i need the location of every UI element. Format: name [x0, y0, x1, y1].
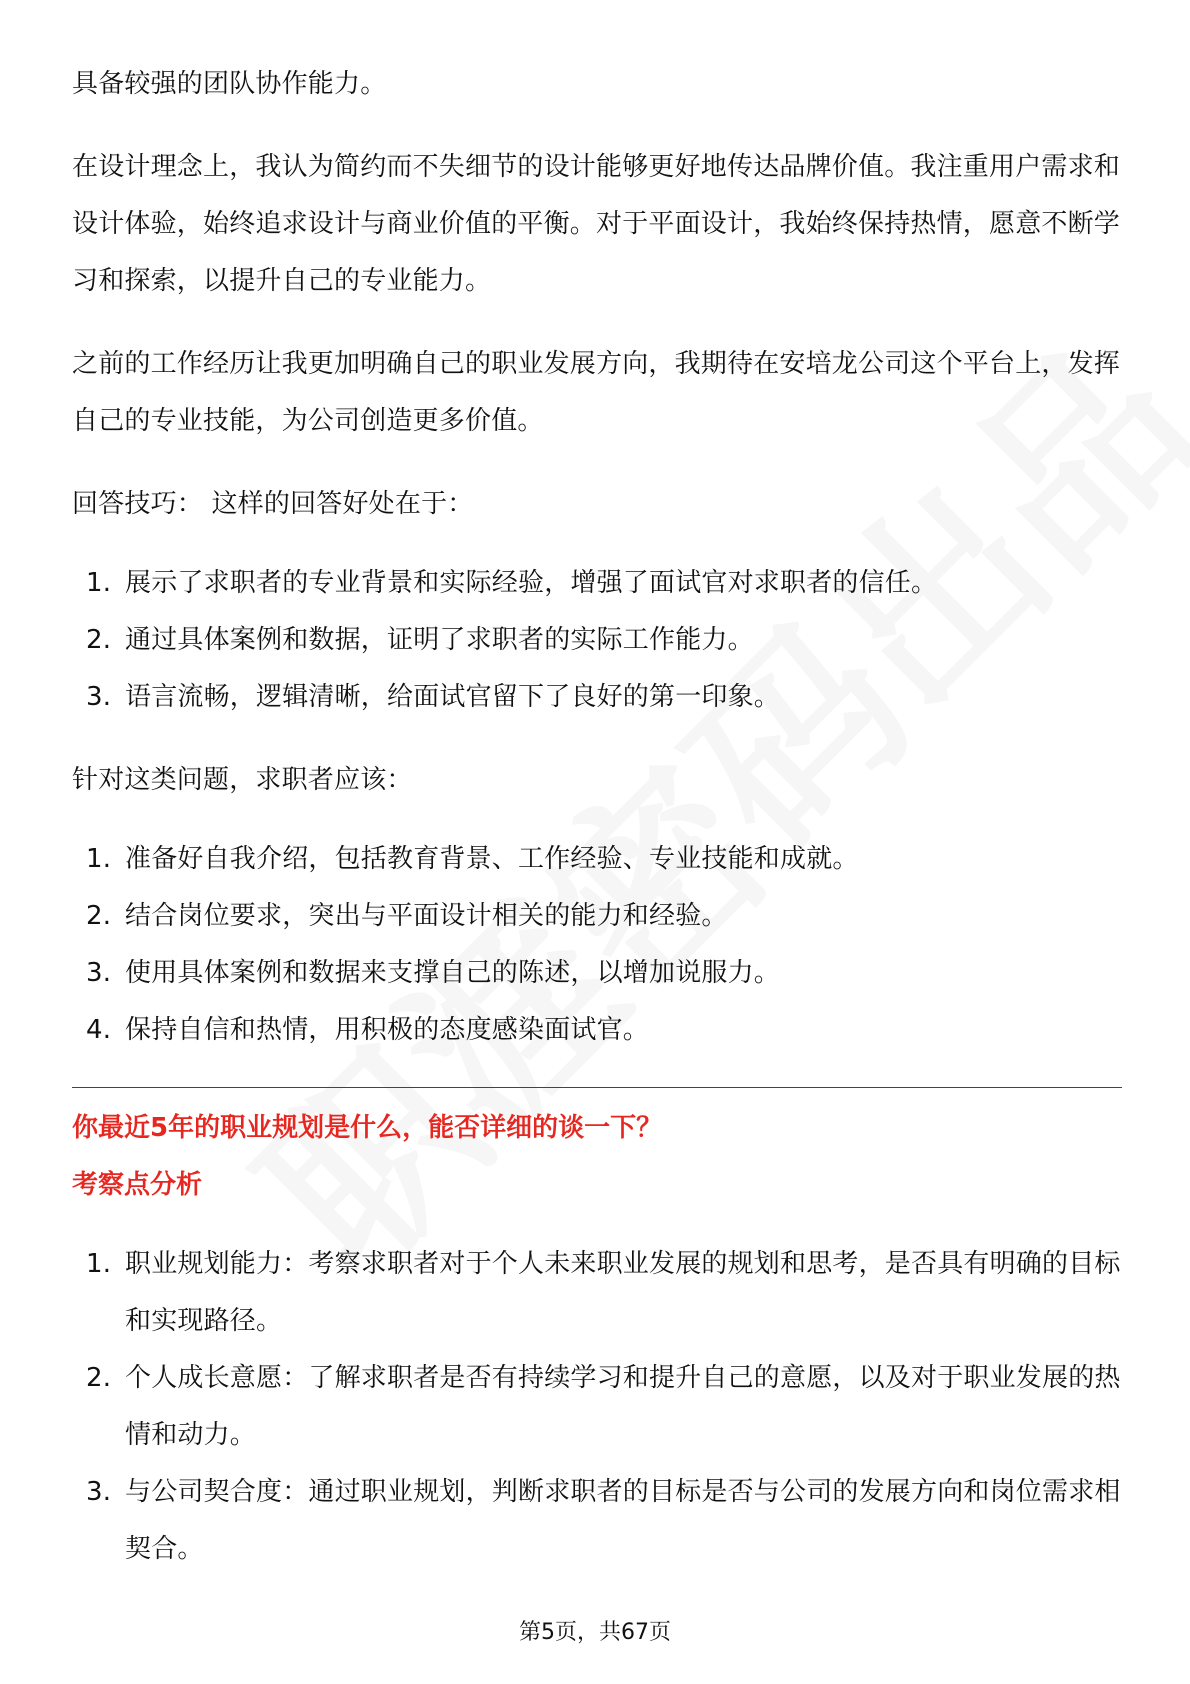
list-item	[72, 1002, 1122, 1059]
question-title: 你最近5年的职业规划是什么，能否详细的谈一下？	[72, 1113, 663, 1143]
analysis-list	[72, 1236, 1122, 1578]
list-number: 3.	[86, 682, 112, 712]
list-text: 语言流畅，逻辑清晰，给面试官留下了良好的第一印象。	[125, 682, 781, 712]
paragraph-teamwork: 具备较强的团队协作能力。	[72, 69, 387, 99]
tips-intro: 回答技巧： 这样的回答好处在于：	[72, 489, 474, 519]
list-text: 个人成长意愿：了解求职者是否有持续学习和提升自己的意愿，以及对于职业发展的热情和动力。	[125, 1363, 1121, 1450]
page-content	[72, 56, 1122, 1578]
paragraph-career-direction: 之前的工作经历让我更加明确自己的职业发展方向，我期待在安培龙公司这个平台上，发挥自己的专业技能，为公司创造更多价值。	[72, 349, 1121, 436]
list-text: 使用具体案例和数据来支撑自己的陈述，以增加说服力。	[125, 958, 781, 988]
list-item	[72, 1236, 1122, 1350]
list-item	[72, 612, 1122, 669]
list-text: 准备好自我介绍，包括教育背景、工作经验、专业技能和成就。	[125, 844, 859, 874]
list-item	[72, 1464, 1122, 1578]
section-divider	[72, 1087, 1122, 1088]
list-text: 结合岗位要求，突出与平面设计相关的能力和经验。	[125, 901, 728, 931]
page-footer: 第5页，共67页	[519, 1620, 671, 1645]
list-number: 4.	[86, 1015, 112, 1045]
list-number: 3.	[86, 958, 112, 988]
advice-list	[72, 831, 1122, 1059]
analysis-subtitle: 考察点分析	[72, 1170, 203, 1200]
list-text: 展示了求职者的专业背景和实际经验，增强了面试官对求职者的信任。	[125, 568, 938, 598]
list-number: 1.	[86, 844, 112, 874]
list-text: 通过具体案例和数据，证明了求职者的实际工作能力。	[125, 625, 754, 655]
list-item	[72, 1350, 1122, 1464]
paragraph-design-philosophy: 在设计理念上，我认为简约而不失细节的设计能够更好地传达品牌价值。我注重用户需求和设计体验，始终追求设计与商业价值的平衡。对于平面设计，我始终保持热情，愿意不断学习和探索，以提升自己的专业能力。	[72, 152, 1121, 296]
list-number: 2.	[86, 901, 112, 931]
list-number: 3.	[86, 1477, 112, 1507]
list-text: 与公司契合度：通过职业规划，判断求职者的目标是否与公司的发展方向和岗位需求相契合。	[125, 1477, 1121, 1564]
list-text: 保持自信和热情，用积极的态度感染面试官。	[125, 1015, 650, 1045]
list-item	[72, 555, 1122, 612]
advice-intro: 针对这类问题，求职者应该：	[72, 765, 413, 795]
list-text: 职业规划能力：考察求职者对于个人未来职业发展的规划和思考，是否具有明确的目标和实现路径。	[125, 1249, 1121, 1336]
list-item	[72, 945, 1122, 1002]
list-number: 2.	[86, 625, 112, 655]
list-item	[72, 669, 1122, 726]
list-item	[72, 831, 1122, 888]
tips-list	[72, 555, 1122, 726]
list-item	[72, 888, 1122, 945]
list-number: 1.	[86, 568, 112, 598]
list-number: 2.	[86, 1363, 112, 1393]
list-number: 1.	[86, 1249, 112, 1279]
